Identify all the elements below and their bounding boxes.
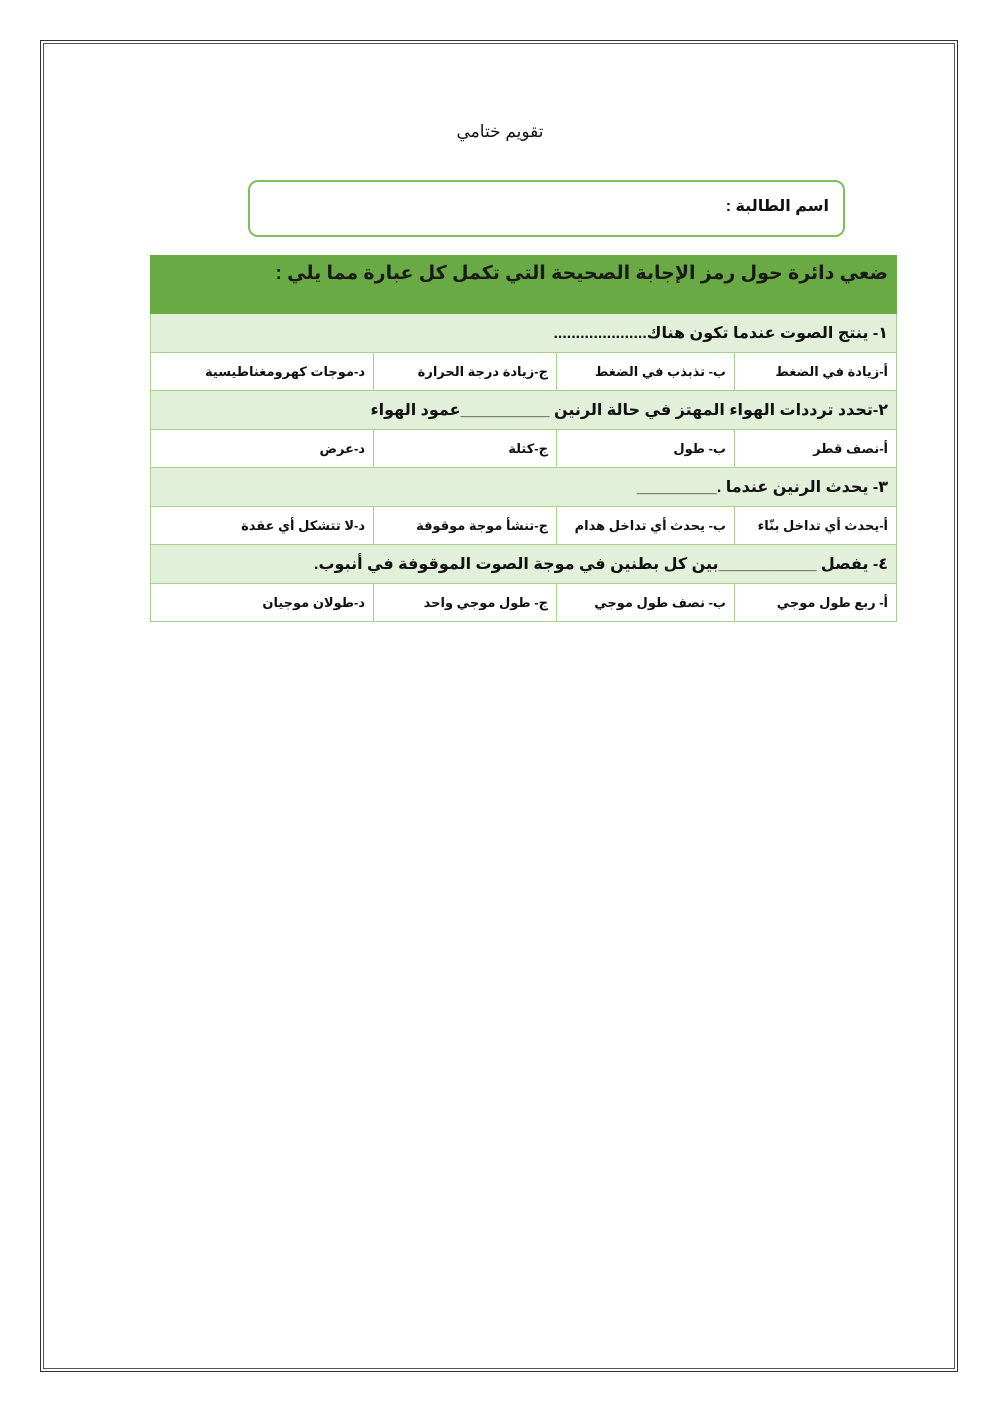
question-row-4 — [151, 545, 897, 584]
question-text-1: ١- ينتج الصوت عندما تكون هناك..................... — [151, 314, 897, 353]
options-row-3 — [151, 507, 897, 545]
option-4-b[interactable]: ب- نصف طول موجي — [557, 584, 735, 622]
option-2-b[interactable]: ب- طول — [557, 430, 735, 468]
options-row-2 — [151, 430, 897, 468]
question-row-3 — [151, 468, 897, 507]
option-1-d[interactable]: د-موجات كهرومغناطيسية — [151, 353, 374, 391]
option-4-a[interactable]: أ- ربع طول موجي — [735, 584, 897, 622]
question-text-4: ٤- يفصل ___________بين كل بطنين في موجة الصوت الموقوفة في أنبوب. — [151, 545, 897, 584]
instruction-row — [151, 256, 897, 314]
quiz-table — [150, 255, 897, 622]
option-4-d[interactable]: د-طولان موجيان — [151, 584, 374, 622]
option-2-d[interactable]: د-عرض — [151, 430, 374, 468]
question-row-1 — [151, 314, 897, 353]
student-name-label: اسم الطالبة : — [725, 198, 829, 215]
option-1-a[interactable]: أ-زيادة في الضغط — [735, 353, 897, 391]
question-text-2: ٢-تحدد ترددات الهواء المهتز في حالة الرنين __________عمود الهواء — [151, 391, 897, 430]
option-4-c[interactable]: ج- طول موجي واحد — [374, 584, 557, 622]
option-1-c[interactable]: ج-زيادة درجة الحرارة — [374, 353, 557, 391]
option-2-c[interactable]: ج-كتلة — [374, 430, 557, 468]
instruction-text: ضعي دائرة حول رمز الإجابة الصحيحة التي تكمل كل عبارة مما يلي : — [151, 256, 897, 314]
option-3-c[interactable]: ج-تنشأ موجة موقوفة — [374, 507, 557, 545]
question-row-2 — [151, 391, 897, 430]
option-3-a[interactable]: أ-يحدث أي تداخل بنّاء — [735, 507, 897, 545]
question-text-3: ٣- يحدث الرنين عندما ._________ — [151, 468, 897, 507]
option-2-a[interactable]: أ-نصف قطر — [735, 430, 897, 468]
page-border-inner — [43, 43, 955, 1369]
options-row-4 — [151, 584, 897, 622]
student-name-box[interactable] — [248, 180, 845, 237]
option-3-b[interactable]: ب- يحدث أي تداخل هدام — [557, 507, 735, 545]
option-1-b[interactable]: ب- تذبذب في الضغط — [557, 353, 735, 391]
options-row-1 — [151, 353, 897, 391]
option-3-d[interactable]: د-لا تتشكل أي عقدة — [151, 507, 374, 545]
page-title: تقويم ختامي — [456, 122, 544, 141]
